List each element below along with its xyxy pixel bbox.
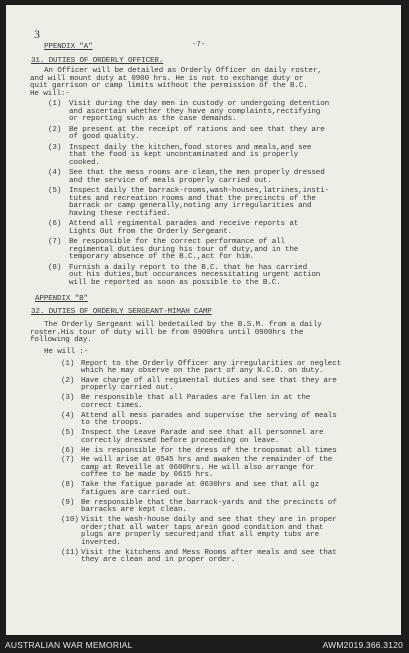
document-page (6, 5, 401, 635)
sergeant-item-line: Visit the wash-house daily and see that they are in proper (81, 516, 337, 525)
sergeant-item-number: (5) (61, 429, 75, 438)
duty-item-line: regimental duties during his tour of duty,and in the (69, 245, 299, 254)
appendix-a-label: PPENDIX "A" (44, 43, 93, 51)
duty-item-line: Visit during the day men in custody or undergoing detention (69, 100, 330, 108)
sergeant-item-line: they are clean and in proper order. (81, 556, 236, 564)
duty-item-number: (1) (48, 100, 62, 108)
duty-item-number: (7) (48, 238, 62, 246)
duty-item-number: (2) (48, 125, 62, 134)
duty-item-line: barrack or camp generally,noting any irregularities and (69, 202, 312, 210)
duty-item-line: cooked. (69, 158, 100, 167)
sergeant-item-line: Be responsible that the barrack-yards and the precincts of (81, 498, 337, 507)
sergeant-item-line: to the troops. (81, 419, 143, 428)
duty-item-line: of good quality. (69, 133, 140, 141)
sergeant-item-line: He will arise at 0545 hrs and awaken the remainder of the (81, 456, 333, 465)
section-31-intro-line: An Officer will be detailed as Orderly Officer on daily roster, (44, 67, 322, 75)
corner-mark: 3 (34, 27, 40, 41)
sergeant-item-line: correctly dressed before proceeding on leave. (81, 436, 280, 445)
duty-item-number: (5) (48, 187, 62, 195)
sergeant-item-line: Take the fatigue parade at 0630hrs and see that all gz (81, 481, 319, 490)
sergeant-item-number: (4) (61, 411, 75, 420)
sergeant-item-number: (1) (61, 359, 75, 368)
sergeant-item-number: (3) (61, 394, 75, 403)
footer-accession-number: AWM2019.366.3120 (322, 640, 403, 650)
duty-item-number: (3) (48, 143, 62, 152)
sergeant-item-line: Visit the kitchens and Mess Rooms after meals and see that (81, 548, 337, 557)
section-31-heading: 31. DUTIES OF ORDERLY OFFICER. (31, 57, 164, 65)
sergeant-item-number: (8) (61, 481, 75, 490)
sergeant-item-line: plugs are properly secured;and that all empty tubs are (81, 531, 319, 540)
sergeant-item-line: Attend all mess parades and supervise the serving of meals (81, 411, 337, 420)
duty-item-line: Inspect daily the barrack-rooms,wash-houses,latrines,insti- (69, 187, 330, 195)
section-32-intro-line: following day. (30, 336, 92, 344)
duty-item-line: and the service of meals properly carried out. (69, 176, 272, 185)
section-31-intro-line: He will:- (30, 89, 70, 98)
sergeant-item-line: barracks are kept clean. (81, 506, 187, 515)
footer-bar (0, 636, 409, 653)
sergeant-item-line: correct times. (81, 401, 143, 410)
sergeant-item-number: (6) (61, 446, 75, 455)
page-number: -7- (192, 41, 206, 49)
footer-institution: AUSTRALIAN WAR MEMORIAL (5, 640, 133, 650)
sergeant-item-line: camp at Reveille at 0600hrs. He will also arrange for (81, 463, 315, 472)
duty-item-line: temporary absence of the B.C.,act for him. (69, 253, 255, 261)
sergeant-item-line: Have charge of all regimental duties and see that they are (81, 376, 337, 385)
sergeant-item-number: (7) (61, 456, 75, 465)
duty-item-line: Be present at the receipt of rations and see that they are (69, 125, 325, 134)
duty-item-line: See that the mess rooms are clean,the men properly dressed (69, 169, 325, 177)
sergeant-item-line: fatigues are carried out. (81, 488, 192, 497)
appendix-b-label: APPENDIX "B" (35, 295, 88, 303)
sergeant-item-line: order;that all water taps arein good condition and that (81, 523, 324, 532)
duty-item-line: Furnish a daily report to the B.C. that he has carried (69, 263, 307, 272)
duty-item-line: tutes and recreation rooms and that the precincts of the (69, 194, 316, 203)
duty-item-line: Be responsible for the correct performance of all (69, 238, 285, 246)
duty-item-line: out his duties,but occurances necessitating urgent action (69, 271, 321, 279)
sergeant-item-line: properly carried out. (81, 384, 174, 393)
section-31-intro-line: and will mount duty at 0900 hrs. He is not to exchange duty or (30, 74, 304, 83)
sergeant-item-number: (2) (61, 376, 75, 385)
section-32-he-will: He will :- (44, 347, 89, 356)
sergeant-item-number: (10) (61, 516, 79, 525)
sergeant-item-number: (9) (61, 498, 75, 507)
section-32-intro-line: The Orderly Sergeant will bedetailed by the B.S.M. from a daily (44, 321, 322, 329)
duty-item-line: Inspect daily the kitchen,food stores and meals,and see (69, 143, 312, 152)
sergeant-item-line: Be responsible that all Parades are fallen in at the (81, 394, 311, 403)
duty-item-line: Lights Out from the Orderly Sergeant. (69, 227, 233, 236)
sergeant-item-line: Report to the Orderly Officer any irregularities or neglect (81, 359, 342, 368)
section-32-heading: 32. DUTIES OF ORDERLY SERGEANT-MIMAH CAMP (31, 308, 212, 316)
sergeant-item-number: (11) (61, 548, 79, 557)
section-32-intro-line: roster.His tour of duty will be from 0900hrs until 0900hrs the (30, 328, 304, 337)
duty-item-line: or reporting such as the case demands. (69, 115, 237, 123)
duty-item-line: having these rectified. (69, 209, 171, 218)
sergeant-item-line: coffee to be made by 0615 hrs. (81, 471, 214, 480)
duty-item-line: Attend all regimental parades and receive reports at (69, 220, 299, 228)
duty-item-number: (8) (48, 263, 62, 272)
duty-item-number: (4) (48, 169, 62, 177)
duty-item-line: will be reported as soon as possible to the B.C. (69, 278, 281, 287)
duty-item-number: (6) (48, 220, 62, 228)
sergeant-item-line: which he may observe on the part of any N.C.O. on duty. (81, 367, 324, 375)
duty-item-line: and ascertain whether they have any complaints,rectifying (69, 107, 321, 116)
duty-item-line: that the food is kept uncontaminated and is properly (69, 151, 299, 159)
section-31-intro-line: quit garrison or camp limits without the permission of the B.C. (30, 82, 308, 90)
sergeant-item-line: Inspect the Leave Parade and see that all personnel are (81, 429, 324, 438)
sergeant-item-line: He is responsible for the dress of the troopsmat all times (81, 446, 337, 455)
sergeant-item-line: inverted. (81, 538, 121, 547)
